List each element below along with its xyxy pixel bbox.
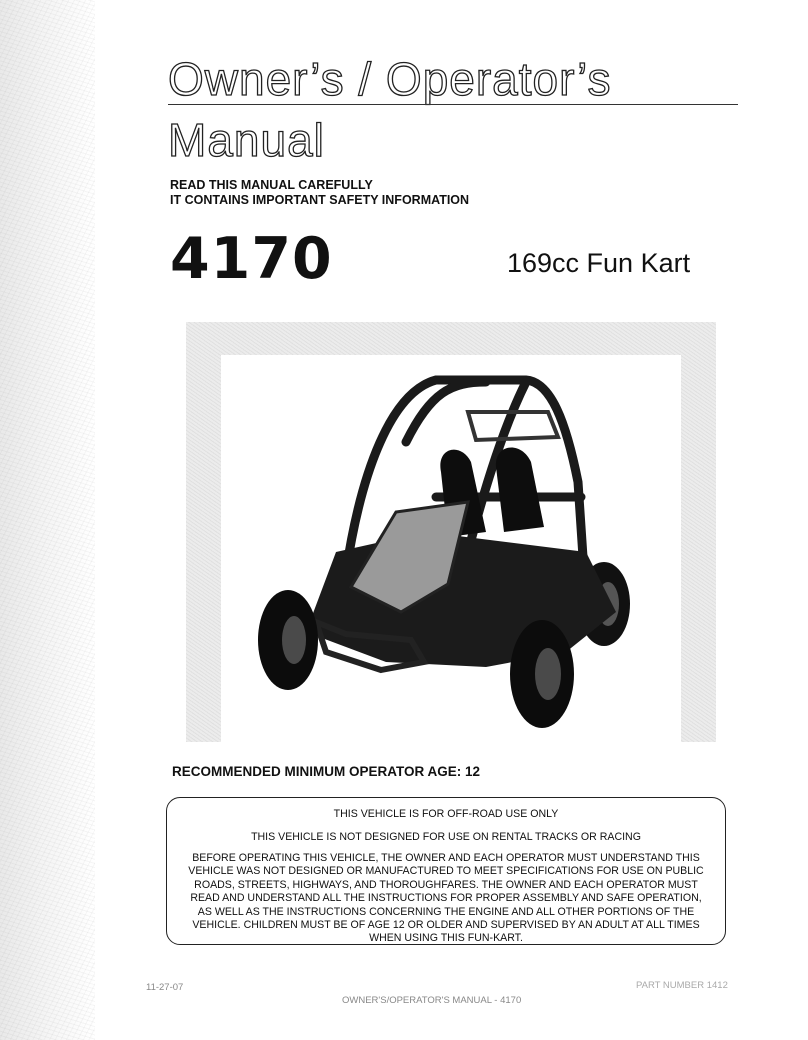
- read-manual-warning: READ THIS MANUAL CAREFULLY: [170, 178, 373, 192]
- fun-kart-photo: [186, 322, 716, 742]
- manual-title-line-1: Owner’s / Operator’s: [168, 53, 612, 105]
- safety-info-warning: IT CONTAINS IMPORTANT SAFETY INFORMATION: [170, 193, 470, 207]
- min-operator-age: RECOMMENDED MINIMUM OPERATOR AGE: 12: [172, 764, 481, 779]
- notice-heading-1: THIS VEHICLE IS FOR OFF-ROAD USE ONLY: [333, 808, 559, 820]
- front-right-wheel: [510, 620, 574, 728]
- print-date: 11-27-07: [146, 982, 184, 993]
- fun-kart-illustration: [186, 322, 716, 742]
- front-left-wheel: [258, 590, 318, 690]
- notice-body: BEFORE OPERATING THIS VEHICLE, THE OWNER AND EACH OPERATOR MUST UNDERSTAND THIS VEHICLE WAS NOT DESIGNED OR MANUFACTURED TO MEET SPECIFICATIONS FOR USE ON PUBLIC ROADS, STREETS, HIGHWAYS, AND THOROUGHFARES. THE OWNER AND EACH OPERATOR MUST READ AND UNDERSTAND ALL THE INSTRUCTIONS FOR PROPER ASSEMBLY AND SAFE OPERATION, AS WELL AS THE INSTRUCTIONS CONCERNING THE ENGINE AND ALL OTHER PORTIONS OF THE VEHICLE. CHILDREN MUST BE OF AGE 12 OR OLDER AND SUPERVISED BY AN ADULT AT ALL TIMES WHEN USING THIS FUN-KART.: [188, 852, 704, 945]
- scan-edge-shading: [0, 0, 95, 1040]
- off-road-notice-box: [166, 797, 726, 945]
- manual-title-line-2: Manual: [168, 114, 325, 166]
- product-name: 169cc Fun Kart: [507, 248, 691, 278]
- footer-title: OWNER'S/OPERATOR'S MANUAL - 4170: [342, 995, 522, 1006]
- model-number: 4170: [170, 226, 333, 292]
- part-number: PART NUMBER 1412: [636, 980, 728, 991]
- title-divider: [168, 104, 738, 105]
- notice-heading-2: THIS VEHICLE IS NOT DESIGNED FOR USE ON RENTAL TRACKS OR RACING: [251, 831, 641, 843]
